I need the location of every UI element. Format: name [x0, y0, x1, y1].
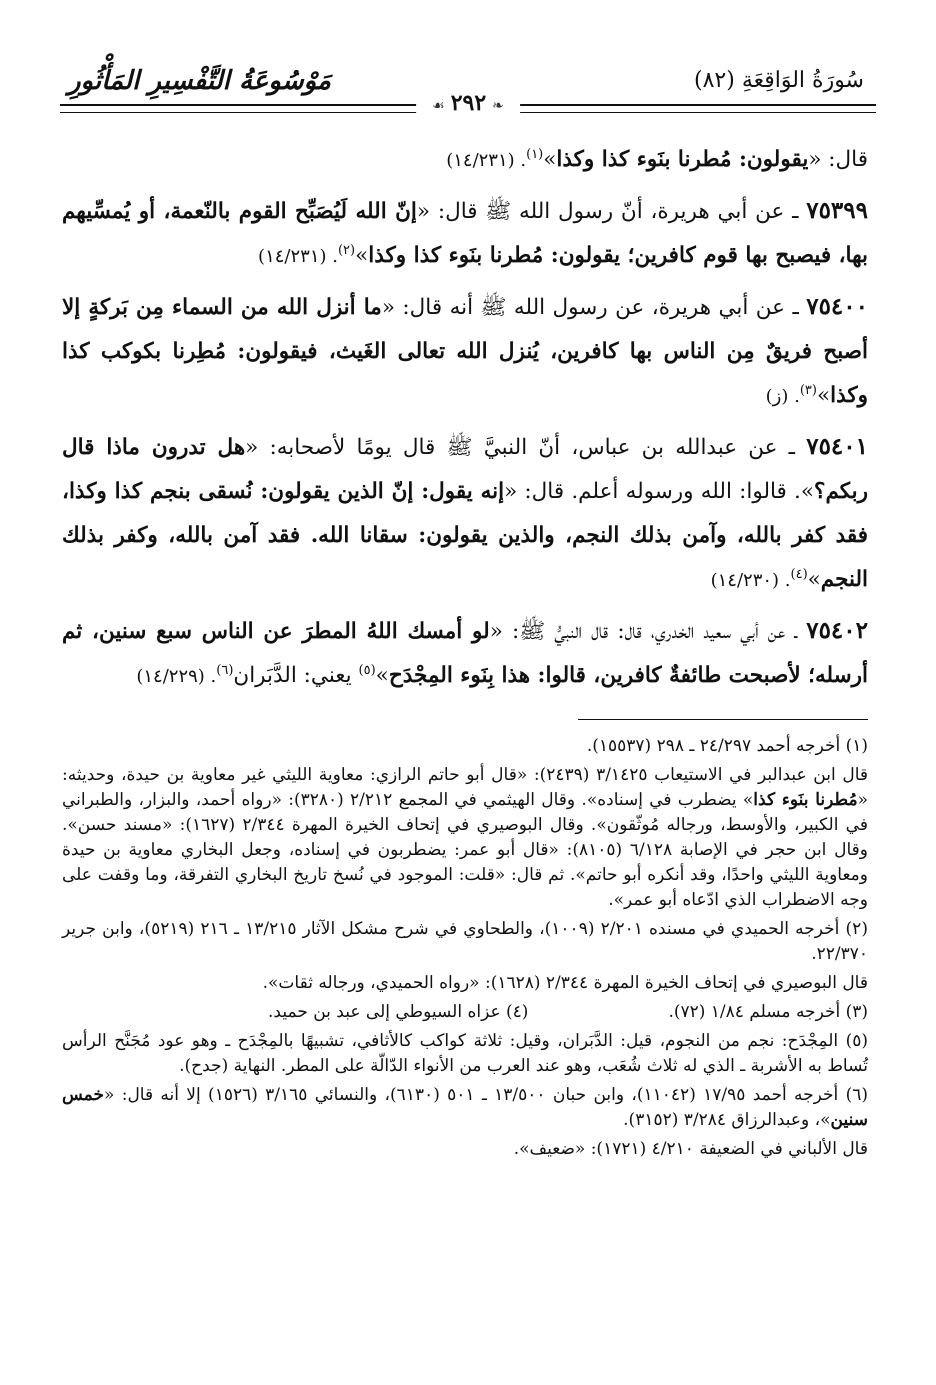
volume-reference: . (١٤/٢٣١) — [446, 150, 527, 171]
footnote-separator — [578, 719, 868, 720]
footnote-5: (٥) المِجْدَح: نجم من النجوم، قيل: الدَّبَران، وقيل: ثلاثة كواكب كالأثافي، تشبيهًا بالمِجْدَح ـ وهو عود مُجَنَّح الرأس تُساط به الأشربة ـ الذي له ثلاث شُعَب، وهو عند العرب من الأنواء الدّالّة على المطر. النهاية (جدح). — [62, 1031, 868, 1076]
footnote-3: (٣) أخرجه مسلم ١/٨٤ (٧٢). — [668, 1002, 868, 1022]
page-number: ٢٩٢ — [450, 90, 487, 116]
hadith-text: إنّ الله لَيُصَبِّح القوم بالنّعمة، أو يُمسِّيهم بها، فيصبح بها قوم كافرين؛ يقولون: مُطرنا بنَوء كذا وكذا — [62, 199, 868, 268]
page-number-block — [416, 90, 520, 116]
hadith-entry: ٧٥٤٠١ ـ عن عبدالله بن عباس، أنّ النبيَّ ﷺ قال يومًا لأصحابه: «هل تدرون ماذا قال ربكم؟». قالوا: الله ورسوله أعلم. قال: «إنه يقول: إنّ الذين يقولون: نُسقى بنجم كذا وكذا، فقد كفر بالله، وآمن بذلك النجم، والذين يقولون: سقانا الله. فقد آمن بالله، وكفر بذلك النجم»$^{(٤)}$. (١٤/٢٣٠) — [62, 433, 868, 592]
hadith-entry-continued: قال: «يقولون: مُطرنا بنَوء كذا وكذا»$^{(١)}$. (١٤/٢٣١) — [446, 146, 868, 172]
footnote-marker: (١) — [526, 146, 544, 162]
hadith-text: إنه يقول: إنّ الذين يقولون: نُسقى بنجم كذا وكذا، فقد كفر بالله، وآمن بذلك النجم، والذين يقولون: سقانا الله. فقد آمن بالله، وكفر بذلك النجم — [62, 479, 868, 592]
hadith-text: يقولون: مُطرنا بنَوء كذا وكذا — [556, 147, 809, 172]
hadith-text: هل تدرون ماذا قال ربكم؟ — [62, 435, 868, 504]
volume-reference: . (ز) — [765, 386, 800, 407]
entry-number: ٧٥٣٩٩ — [806, 197, 868, 224]
surah-title: سُورَةُ الوَاقِعَةِ (٨٢) — [694, 68, 864, 93]
footnote-2-comment: قال البوصيري في إتحاف الخيرة المهرة ٢/٣٤٤ (١٦٢٨): «رواه الحميدي، ورجاله ثقات». — [262, 973, 868, 993]
footnote-6: (٦) أخرجه أحمد ١٧/٩٥ (١١٠٤٢)، وابن حبان ١٣/٥٠٠ ـ ٥٠١ (٦١٣٠)، والنسائي ٣/١٦٥ (١٥٢٦) إلا أنه قال: «خمس سنين»، وعبدالرزاق ٣/٢٨٤ (٣١٥٢). — [62, 1085, 868, 1130]
entry-number: ٧٥٤٠٢ — [806, 617, 868, 644]
ornament-left-icon: ☙ — [432, 98, 445, 114]
footnotes-3-4 — [62, 1000, 868, 1025]
hadith-entry: ٧٥٤٠٢ ـ عن أبي سعيد الخدري، قال: قال النبيُّ ﷺ: «لو أمسك اللهُ المطرَ عن الناس سبع سنين، ثم أرسله؛ لأصبحت طائفةٌ كافرين، قالوا: هذا بِنَوء المِجْدَح»$^{(٥)}$ يعني: الدَّبَران$^{(٦)}$. (١٤/٢٢٩) — [62, 617, 868, 688]
volume-reference: . (١٤/٢٣٠) — [710, 570, 791, 591]
hadith-text: لو أمسك اللهُ المطرَ عن الناس سبع سنين، ثم أرسله؛ لأصبحت طائفةٌ كافرين، قالوا: هذا بِنَوء المِجْدَح — [62, 619, 868, 688]
volume-reference: . (١٤/٢٣١) — [258, 246, 338, 267]
hadith-text: ما أنزل الله من السماء مِن بَركةٍ إلا أصبح فريقٌ مِن الناس بها كافرين، يُنزل الله تعالى الغَيث، فيقولون: مُطِرنا بكوكب كذا وكذا — [62, 295, 868, 408]
footnote-marker: (٢) — [337, 242, 356, 258]
book-title: مَوْسُوعَةُ التَّفْسِيرِ المَأْثُورِ — [68, 66, 331, 96]
footnotes — [62, 734, 868, 1166]
footnote-4: (٤) عزاه السيوطي إلى عبد بن حميد. — [268, 1002, 529, 1022]
main-text — [62, 138, 868, 705]
footnote-1: (١) أخرجه أحمد ٢٤/٢٩٧ ـ ٢٩٨ (١٥٥٣٧). — [586, 736, 868, 756]
footnote-marker: (٦) — [216, 662, 234, 678]
footnote-marker: (٣) — [799, 382, 817, 398]
footnote-1-comment: قال ابن عبدالبر في الاستيعاب ٣/١٤٢٥ (٢٤٣٩): «قال أبو حاتم الرازي: معاوية الليثي غير معاوية بن حيدة، وحديثه: «مُطرنا بنَوء كذا» يضطرب في إسناده». وقال الهيثمي في المجمع ٢/٢١٢ (٣٢٨٠): «رواه أحمد، والبزار، والطبراني في الكبير، والأوسط، ورجاله مُوثّقون». وقال البوصيري في إتحاف الخيرة المهرة ٢/٣٤٤ (١٦٢٧): «مسند حسن». وقال ابن حجر في الإصابة ٦/١٢٨ (٨١٠٥): «قال أبو عمر: يضطربون في إسناده، وجعل البخاري معاوية بن حيدة ومعاوية الليثي واحدًا، وقد أنكره أبو حاتم». ثم قال: «قلت: الموجود في نُسخ تاريخ البخاري التفرقة، وما وقفت على وجه الاضطراب الذي ادّعاه أبو عمر». — [62, 765, 868, 910]
footnote-2: (٢) أخرجه الحميدي في مسنده ٢/٢٠١ (١٠٠٩)، والطحاوي في شرح مشكل الآثار ١٣/٢١٥ ـ ٢١٦ (٥٢١٩)، وابن جرير ٢٢/٣٧٠. — [62, 919, 868, 964]
volume-reference: . (١٤/٢٢٩) — [136, 666, 217, 687]
footnote-marker: (٥) — [358, 662, 376, 678]
ornament-right-icon: ❧ — [492, 98, 504, 114]
entry-number: ٧٥٤٠٠ — [806, 293, 868, 320]
hadith-entry: ٧٥٤٠٠ ـ عن أبي هريرة، عن رسول الله ﷺ أنه قال: «ما أنزل الله من السماء مِن بَركةٍ إلا أصبح فريقٌ مِن الناس بها كافرين، يُنزل الله تعالى الغَيث، فيقولون: مُطِرنا بكوكب كذا وكذا»$^{(٣)}$. (ز) — [62, 293, 868, 408]
entry-number: ٧٥٤٠١ — [806, 433, 868, 460]
hadith-entry: ٧٥٣٩٩ ـ عن أبي هريرة، أنّ رسول الله ﷺ قال: «إنّ الله لَيُصَبِّح القوم بالنّعمة، أو يُمسِّيهم بها، فيصبح بها قوم كافرين؛ يقولون: مُطرنا بنَوء كذا وكذا»$^{(٢)}$. (١٤/٢٣١) — [62, 197, 868, 268]
footnote-6-comment: قال الألباني في الضعيفة ٤/٢١٠ (١٧٢١): «ضعيف». — [513, 1139, 868, 1159]
footnote-marker: (٤) — [790, 566, 808, 582]
page-header — [60, 62, 876, 114]
